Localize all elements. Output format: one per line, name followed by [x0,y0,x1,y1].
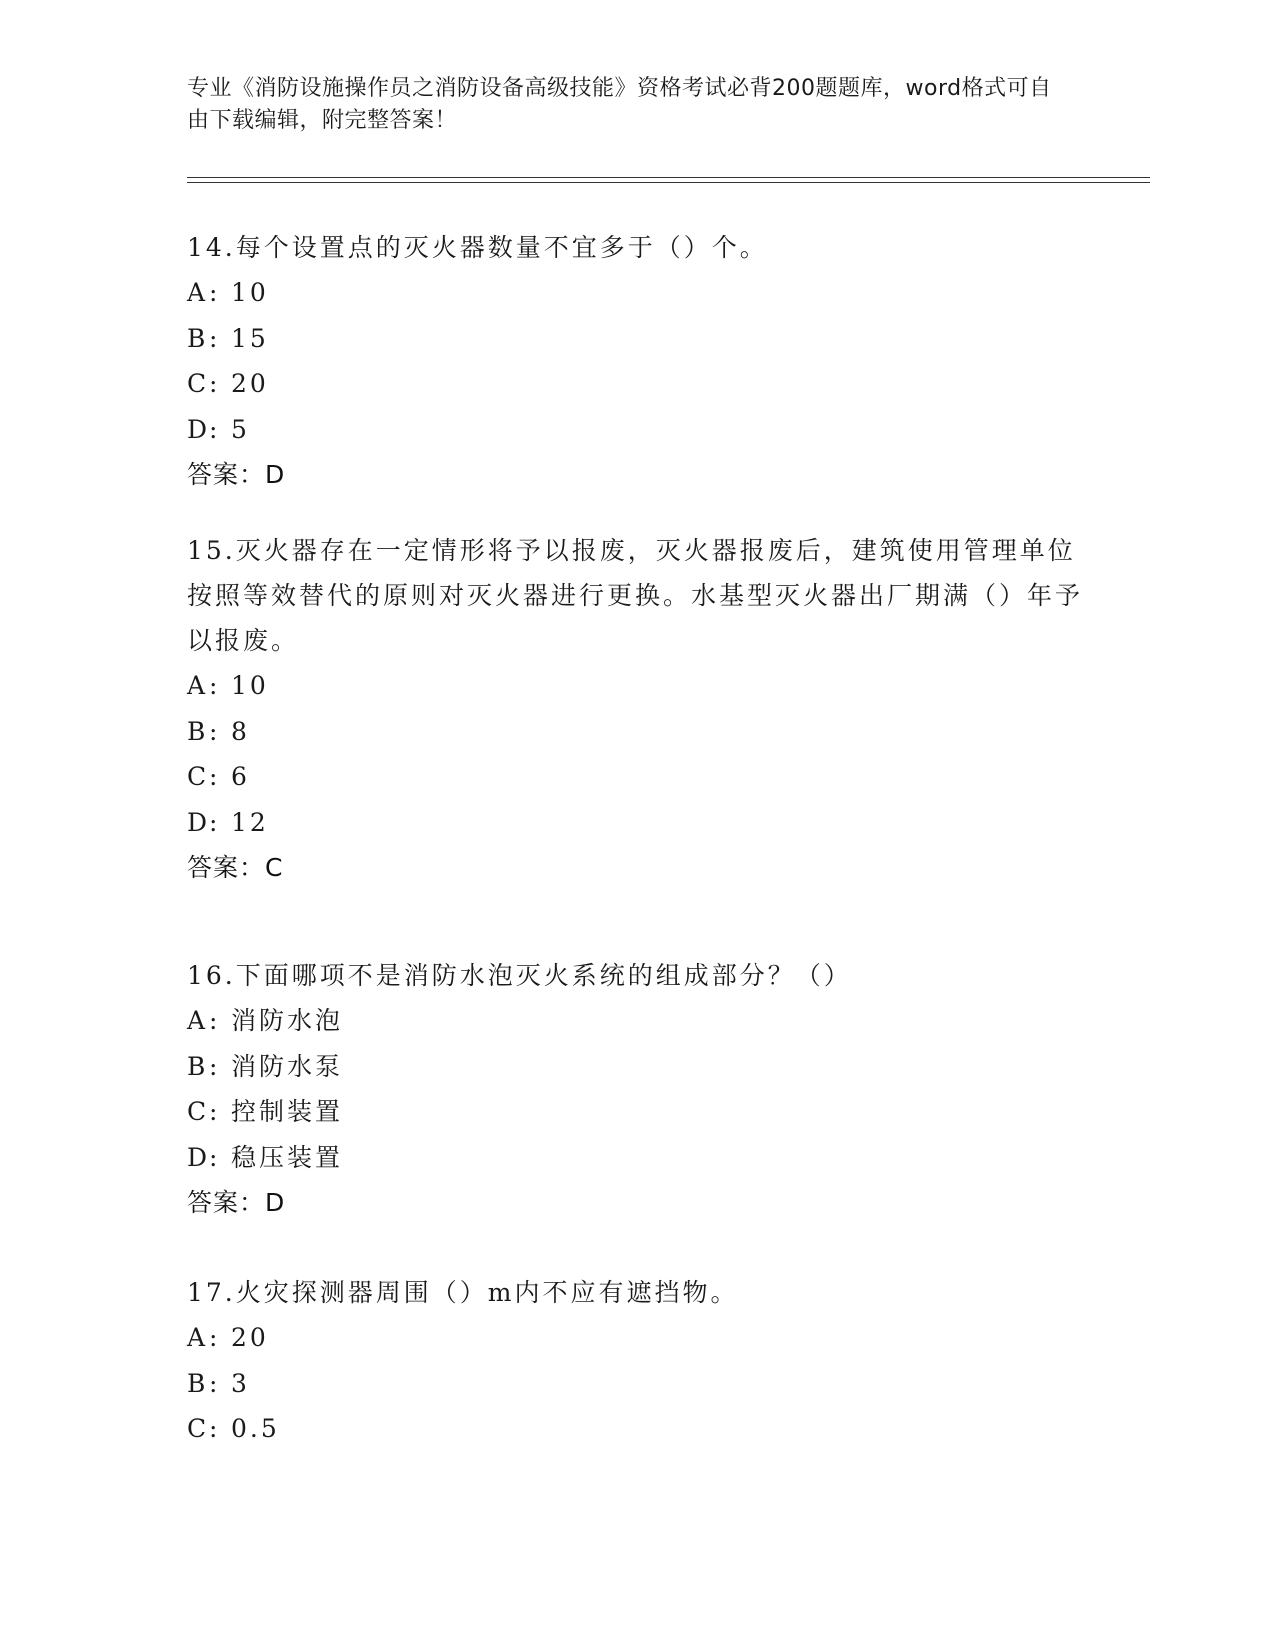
option-a [187,1315,1087,1361]
option-value: 3 [231,1368,250,1398]
option-separator: : [209,1051,218,1081]
option-letter: D [187,414,208,444]
option-letter: B [187,1368,206,1398]
option-value: 12 [231,807,269,837]
option-separator: : [209,1414,218,1443]
option-list [187,998,1087,1180]
option-value: 15 [231,323,269,353]
option-value: 20 [231,369,269,398]
option-c [187,754,1087,800]
question-stem: 14.每个设置点的灭火器数量不宜多于（）个。 [187,233,768,262]
option-letter: D [187,1142,208,1172]
option-value: 8 [231,716,250,746]
option-separator: : [209,762,218,791]
question-stem: 17.火灾探测器周围（）m内不应有遮挡物。 [187,1278,739,1307]
document-header: 专业《消防设施操作员之消防设备高级技能》资格考试必背200题题库，word格式可自由下载编辑，附完整答案！ [187,76,1052,133]
option-letter: A [187,671,206,700]
option-separator: : [209,716,218,746]
option-list [187,270,1087,452]
option-d [187,800,1087,846]
option-separator: : [209,1097,218,1126]
option-letter: B [187,716,206,746]
question-15 [187,528,1087,890]
header-divider-bottom [187,182,1150,183]
option-value: 20 [231,1323,269,1352]
option-letter: B [187,323,206,353]
option-value: 消防水泵 [231,1051,344,1081]
option-b [187,316,1087,362]
option-a [187,998,1087,1044]
option-letter: D [187,807,208,837]
option-separator: : [209,1323,218,1352]
option-c [187,1406,1087,1452]
answer-line: 答案：D [187,1188,286,1217]
option-letter: A [187,1006,206,1035]
option-separator: : [209,1142,218,1172]
option-d [187,1135,1087,1181]
option-letter: A [187,278,206,307]
option-letter: B [187,1051,206,1081]
answer-line: 答案：D [187,460,286,489]
option-separator: : [209,807,218,837]
option-value: 6 [231,762,250,791]
option-separator: : [209,1006,218,1035]
answer-line: 答案：C [187,853,284,882]
option-d [187,407,1087,453]
question-stem: 15.灭火器存在一定情形将予以报废，灭火器报废后，建筑使用管理单位按照等效替代的原则对灭火器进行更换。水基型灭火器出厂期满（）年予以报废。 [187,536,1084,655]
question-stem: 16.下面哪项不是消防水泡灭火系统的组成部分？（） [187,961,852,990]
header-divider-top [187,177,1150,178]
option-value: 控制装置 [231,1097,344,1126]
option-value: 10 [231,278,269,307]
option-letter: C [187,1097,207,1126]
option-letter: C [187,1414,207,1443]
question-17 [187,1270,1087,1452]
option-value: 10 [231,671,269,700]
option-list [187,663,1087,845]
question-14 [187,225,1087,497]
option-letter: C [187,369,207,398]
option-list [187,1315,1087,1452]
option-separator: : [209,278,218,307]
option-b [187,709,1087,755]
option-a [187,270,1087,316]
option-value: 5 [231,414,250,444]
option-letter: C [187,762,207,791]
option-c [187,1089,1087,1135]
option-value: 消防水泡 [231,1006,344,1035]
option-separator: : [209,369,218,398]
option-b [187,1361,1087,1407]
option-c [187,361,1087,407]
option-separator: : [209,323,218,353]
option-value: 稳压装置 [231,1142,344,1172]
option-separator: : [209,414,218,444]
option-a [187,663,1087,709]
option-value: 0.5 [231,1414,280,1443]
option-separator: : [209,1368,218,1398]
option-separator: : [209,671,218,700]
question-16 [187,953,1087,1225]
option-letter: A [187,1323,206,1352]
option-b [187,1044,1087,1090]
